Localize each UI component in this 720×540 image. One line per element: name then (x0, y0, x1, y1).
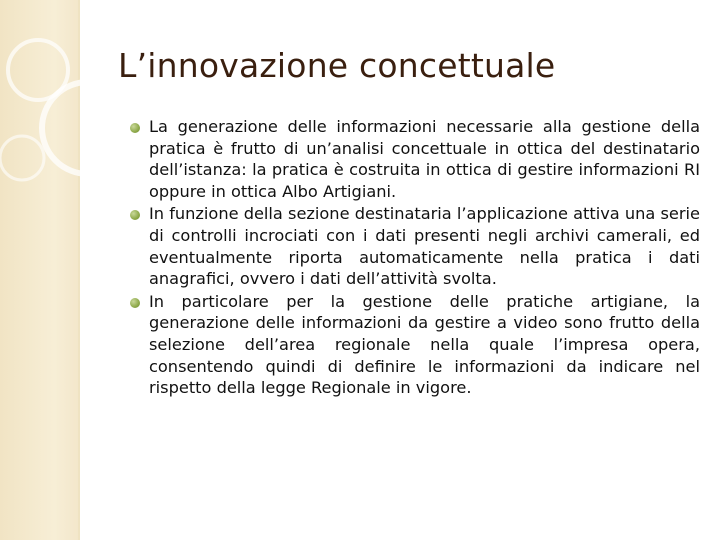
list-item (130, 203, 700, 289)
bullet-list (130, 116, 700, 400)
bullet-text: In particolare per la gestione delle pratiche artigiane, la generazione delle informazioni da gestire a video sono frutto della selezione dell’area regionale nella quale l’impresa opera, consentendo quindi di definire le informazioni da indicare nel rispetto della legge Regionale in vigore. (149, 291, 700, 398)
page-title: L’innovazione concettuale (118, 46, 556, 85)
list-item (130, 116, 700, 202)
bullet-icon (130, 123, 140, 133)
bullet-text: La generazione delle informazioni necessarie alla gestione della pratica è frutto di un’analisi concettuale in ottica del destinatario dell’istanza: la pratica è costruita in ottica di gestire informazioni RI oppure in ottica Albo Artigiani. (149, 117, 700, 201)
bullet-icon (130, 298, 140, 308)
bullet-text: In funzione della sezione destinataria l’applicazione attiva una serie di controlli incrociati con i dati presenti negli archivi camerali, ed eventualmente riporta automaticamente nella pratica i dati anagrafici, ovvero i dati dell’attività svolta. (149, 204, 700, 289)
bullet-icon (130, 210, 140, 220)
list-item (130, 291, 700, 399)
